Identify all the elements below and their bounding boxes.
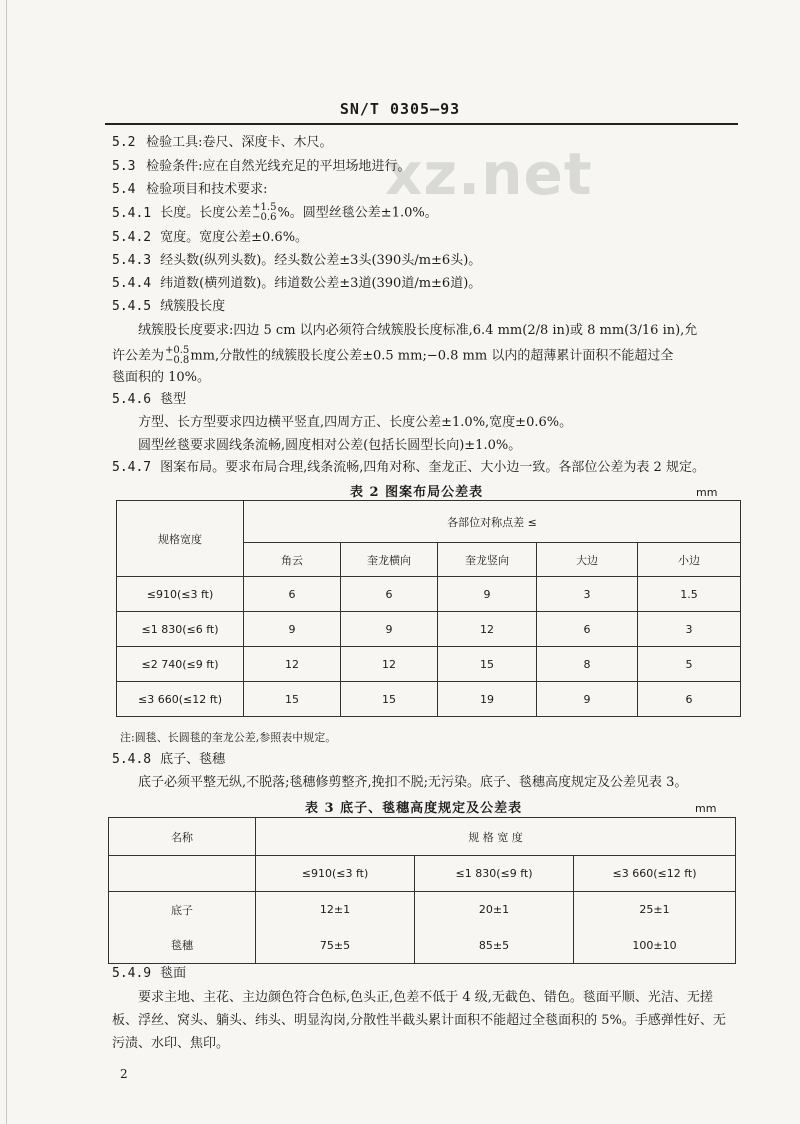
table-row <box>109 892 736 928</box>
table-group-header: 规 格 宽 度 <box>256 818 736 856</box>
section-5-4 <box>112 181 268 199</box>
page-number: 2 <box>120 1067 128 1081</box>
section-number: 5.4.1 <box>112 205 152 221</box>
table-cell: 6 <box>244 577 341 612</box>
table-row <box>117 682 741 717</box>
table-cell: 15 <box>341 682 438 717</box>
paragraph-line: 底子必须平整无纵,不脱落;毯穗修剪整齐,挽扣不脱;无污染。底子、毯穗高度规定及公差见表 3。 <box>138 775 688 790</box>
section-5-4-3 <box>112 252 481 270</box>
table-3 <box>108 817 736 964</box>
section-number: 5.4.7 <box>112 460 152 475</box>
section-text: 检验条件:应在自然光线充足的平坦场地进行。 <box>146 159 411 174</box>
section-5-4-8 <box>112 751 225 769</box>
table-cell: 20±1 <box>415 892 574 928</box>
section-number: 5.4.8 <box>112 752 152 767</box>
table-cell: 6 <box>638 682 741 717</box>
table-cell: 3 <box>638 612 741 647</box>
table-header-cell: 规格宽度 <box>117 501 244 577</box>
section-5-2 <box>112 134 333 152</box>
page-spine <box>6 0 7 1124</box>
section-text: 检验工具:卷尺、深度卡、木尺。 <box>146 135 333 150</box>
paragraph-line: 圆型丝毯要求圆线条流畅,圆度相对公差(包括长圆型长向)±1.0%。 <box>138 438 522 453</box>
watermark: xz.net <box>385 140 593 208</box>
table-cell: 9 <box>244 612 341 647</box>
table-cell: 12 <box>341 647 438 682</box>
table-cell: 6 <box>341 577 438 612</box>
table-cell: 8 <box>537 647 638 682</box>
table-column-header: 奎龙竖向 <box>438 543 537 577</box>
tolerance-fraction: +0.5 −0.8 <box>165 345 190 366</box>
section-text: 长度。长度公差 <box>160 205 252 221</box>
section-number: 5.4.5 <box>112 299 152 314</box>
section-text-cont: %。圆型丝毯公差±1.0%。 <box>277 205 438 221</box>
header-rule <box>105 123 738 125</box>
section-number: 5.2 <box>112 135 136 150</box>
section-text: 宽度。宽度公差±0.6%。 <box>160 230 309 245</box>
section-number: 5.4.6 <box>112 392 152 407</box>
table-column-header: 大边 <box>537 543 638 577</box>
table-cell: 1.5 <box>638 577 741 612</box>
section-text: 经头数(纵列头数)。经头数公差±3头(390头/m±6头)。 <box>160 253 482 268</box>
section-5-4-9 <box>112 965 186 983</box>
table-2-unit: mm <box>696 486 718 499</box>
section-5-4-7 <box>112 459 705 477</box>
table-3-caption: 表 3 底子、毯穗高度规定及公差表 <box>305 801 523 816</box>
table-2-caption: 表 2 图案布局公差表 <box>350 485 484 500</box>
section-number: 5.4.9 <box>112 966 152 981</box>
section-number: 5.4.4 <box>112 276 152 291</box>
table-cell: 3 <box>537 577 638 612</box>
section-5-4-2 <box>112 229 308 247</box>
paragraph-line: 许公差为 +0.5 −0.8 mm,分散性的绒簇股长度公差±0.5 mm;−0.8 mm 以内的超薄累计面积不能超过全 <box>112 345 674 366</box>
table-2 <box>116 500 741 717</box>
table-cell: 85±5 <box>415 928 574 964</box>
tolerance-fraction: +1.5 −0.6 <box>252 202 277 223</box>
table-cell: 毯穗 <box>109 928 256 964</box>
table-cell: 75±5 <box>256 928 415 964</box>
table-row <box>117 612 741 647</box>
section-title: 毯面 <box>160 966 187 981</box>
table-row <box>109 928 736 964</box>
table-cell: 9 <box>341 612 438 647</box>
section-number: 5.4 <box>112 182 136 197</box>
table-cell: 15 <box>244 682 341 717</box>
paragraph-line: 板、浮丝、窝头、躺头、纬头、明显沟岗,分散性半截头累计面积不能超过全毯面积的 5%。手感弹性好、无 <box>112 1013 726 1028</box>
table-header-cell: 名称 <box>109 818 256 856</box>
table-cell: 6 <box>537 612 638 647</box>
table-cell: 19 <box>438 682 537 717</box>
section-5-4-1 <box>112 203 438 223</box>
paragraph-line: 毯面积的 10%。 <box>112 370 211 385</box>
paragraph-line: 绒簇股长度要求:四边 5 cm 以内必须符合绒簇股长度标准,6.4 mm(2/8 in)或 8 mm(3/16 in),允 <box>138 323 698 338</box>
table-cell: ≤1 830(≤6 ft) <box>117 612 244 647</box>
table-3-unit: mm <box>695 802 717 815</box>
table-column-header: ≤1 830(≤9 ft) <box>415 856 574 892</box>
section-text: 图案布局。要求布局合理,线条流畅,四角对称、奎龙正、大小边一致。各部位公差为表 2 规定。 <box>160 460 705 475</box>
table-cell: ≤3 660(≤12 ft) <box>117 682 244 717</box>
table-cell: 9 <box>537 682 638 717</box>
table-cell: 12 <box>244 647 341 682</box>
table-cell: 底子 <box>109 892 256 928</box>
table-group-header: 各部位对称点差 ≤ <box>244 501 741 543</box>
table-2-note: 注:圆毯、长圆毯的奎龙公差,参照表中规定。 <box>120 731 337 744</box>
table-cell: ≤910(≤3 ft) <box>117 577 244 612</box>
table-row <box>117 577 741 612</box>
section-number: 5.4.2 <box>112 230 152 245</box>
section-text: 检验项目和技术要求: <box>146 182 268 197</box>
table-cell: 5 <box>638 647 741 682</box>
standard-code-header: SN/T 0305—93 <box>339 100 461 118</box>
table-row <box>117 647 741 682</box>
table-column-header: 小边 <box>638 543 741 577</box>
paragraph-line: 污渍、水印、焦印。 <box>112 1036 230 1051</box>
section-5-4-4 <box>112 275 481 293</box>
table-cell: 9 <box>438 577 537 612</box>
table-column-header: ≤910(≤3 ft) <box>256 856 415 892</box>
paragraph-line: 方型、长方型要求四边横平竖直,四周方正、长度公差±1.0%,宽度±0.6%。 <box>138 415 573 430</box>
section-5-3 <box>112 158 411 176</box>
section-text: 纬道数(横列道数)。纬道数公差±3道(390道/m±6道)。 <box>160 276 482 291</box>
section-5-4-6 <box>112 391 186 409</box>
table-cell: 12 <box>438 612 537 647</box>
section-5-4-5 <box>112 298 225 316</box>
section-number: 5.3 <box>112 159 136 174</box>
table-column-header: ≤3 660(≤12 ft) <box>574 856 736 892</box>
table-cell: ≤2 740(≤9 ft) <box>117 647 244 682</box>
table-header-cell <box>109 856 256 892</box>
section-number: 5.4.3 <box>112 253 152 268</box>
paragraph-line: 要求主地、主花、主边颜色符合色标,色头正,色差不低于 4 级,无截色、错色。毯面平顺、光洁、无搓 <box>138 990 713 1005</box>
table-column-header: 奎龙横向 <box>341 543 438 577</box>
section-text: 绒簇股长度 <box>160 299 226 314</box>
table-cell: 25±1 <box>574 892 736 928</box>
section-text: 毯型 <box>160 392 187 407</box>
table-cell: 100±10 <box>574 928 736 964</box>
table-cell: 12±1 <box>256 892 415 928</box>
table-cell: 15 <box>438 647 537 682</box>
table-column-header: 角云 <box>244 543 341 577</box>
section-title: 底子、毯穗 <box>160 752 226 767</box>
